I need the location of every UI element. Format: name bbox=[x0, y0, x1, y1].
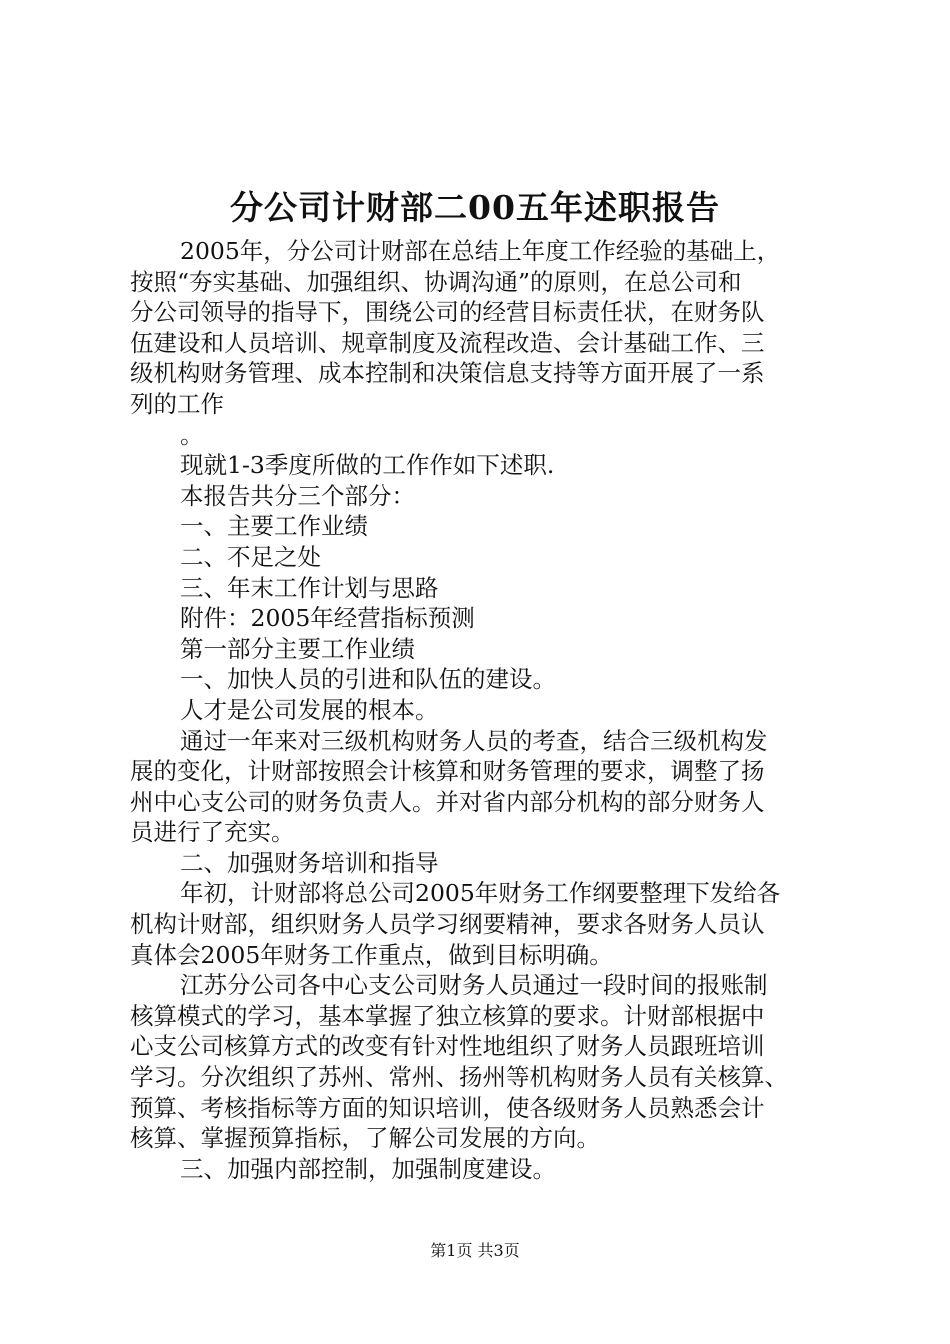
text-line: 级机构财务管理、成本控制和决策信息支持等方面开展了一系 bbox=[130, 359, 765, 388]
text-line: 人才是公司发展的根本。 bbox=[180, 695, 439, 724]
text-line: 江苏分公司各中心支公司财务人员通过一段时间的报账制 bbox=[180, 971, 768, 1000]
text-line: 展的变化，计财部按照会计核算和财务管理的要求，调整了扬 bbox=[130, 757, 765, 786]
text-line: 第一部分主要工作业绩 bbox=[180, 634, 415, 663]
page-footer: 第1页 共3页 bbox=[430, 1241, 520, 1260]
document-body bbox=[130, 236, 830, 1184]
text-line: 分公司领导的指导下，围绕公司的经营目标责任状，在财务队 bbox=[130, 298, 765, 327]
text-line: 核算模式的学习，基本掌握了独立核算的要求。计财部根据中 bbox=[130, 1001, 765, 1030]
text-line: 学习。分次组织了苏州、常州、扬州等机构财务人员有关核算、 bbox=[130, 1063, 788, 1092]
text-line: 三、年末工作计划与思路 bbox=[180, 573, 439, 602]
text-line: 真体会2005年财务工作重点，做到目标明确。 bbox=[130, 940, 613, 969]
text-line: 一、主要工作业绩 bbox=[180, 512, 368, 541]
text-line: 一、加快人员的引进和队伍的建设。 bbox=[180, 665, 556, 694]
text-line: 通过一年来对三级机构财务人员的考查，结合三级机构发 bbox=[180, 726, 768, 755]
text-line: 三、加强内部控制，加强制度建设。 bbox=[180, 1154, 556, 1183]
text-line: 附件：2005年经营指标预测 bbox=[180, 604, 475, 633]
text-line: 预算、考核指标等方面的知识培训，使各级财务人员熟悉会计 bbox=[130, 1093, 765, 1122]
text-line: 。 bbox=[180, 420, 204, 449]
text-line: 核算、掌握预算指标，了解公司发展的方向。 bbox=[130, 1124, 600, 1153]
text-line: 州中心支公司的财务负责人。并对省内部分机构的部分财务人 bbox=[130, 787, 765, 816]
text-line: 二、不足之处 bbox=[180, 542, 321, 571]
text-line: 2005年，分公司计财部在总结上年度工作经验的基础上， bbox=[180, 237, 781, 265]
text-line: 年初，计财部将总公司2005年财务工作纲要整理下发给各 bbox=[180, 879, 781, 908]
text-line: 伍建设和人员培训、规章制度及流程改造、会计基础工作、三 bbox=[130, 328, 765, 357]
text-line: 二、加强财务培训和指导 bbox=[180, 848, 439, 877]
text-line: 现就1-3季度所做的工作作如下述职. bbox=[180, 451, 555, 480]
document-title: 分公司计财部二00五年述职报告 bbox=[230, 188, 720, 227]
text-line: 按照“夯实基础、加强组织、协调沟通”的原则，在总公司和 bbox=[130, 267, 742, 296]
text-line: 机构计财部，组织财务人员学习纲要精神，要求各财务人员认 bbox=[130, 910, 765, 939]
text-line: 员进行了充实。 bbox=[130, 818, 295, 847]
text-line: 心支公司核算方式的改变有针对性地组织了财务人员跟班培训 bbox=[130, 1032, 765, 1061]
text-line: 本报告共分三个部分： bbox=[180, 481, 415, 510]
text-line: 列的工作 bbox=[130, 389, 224, 418]
